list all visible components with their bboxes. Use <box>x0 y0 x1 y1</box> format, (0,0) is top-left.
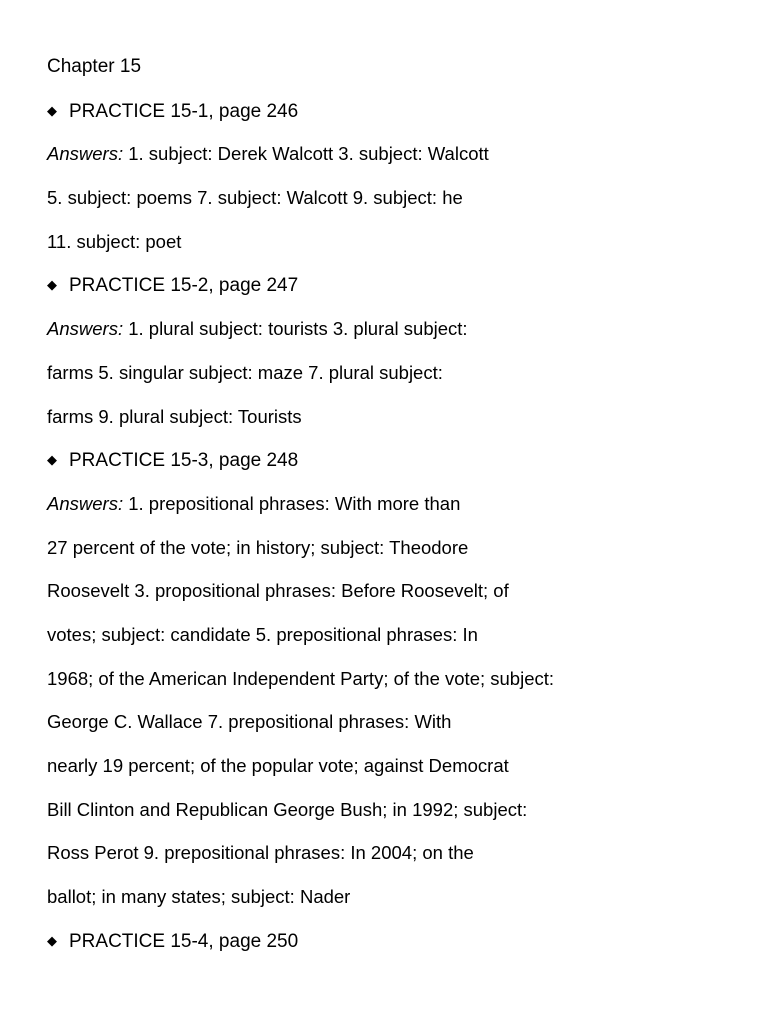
document-page <box>47 54 747 971</box>
answer-line: nearly 19 percent; of the popular vote; against Democrat <box>47 755 509 776</box>
answers-label: Answers: <box>47 143 124 165</box>
answer-line <box>47 141 747 185</box>
answer-line: farms 9. plural subject: Tourists <box>47 405 302 427</box>
answer-line: George C. Wallace 7. prepositional phrases: With <box>47 711 452 733</box>
answer-line: 27 percent of the vote; in history; subject: Theodore <box>47 536 469 558</box>
section-heading-text: PRACTICE 15-3, page 248 <box>69 450 299 472</box>
answer-line: farms 5. singular subject: maze 7. plural subject: <box>47 361 443 383</box>
section-heading <box>47 447 747 491</box>
answer-line <box>47 316 747 360</box>
chapter-title: Chapter 15 <box>47 56 142 77</box>
answer-line: Ross Perot 9. prepositional phrases: In 2004; on the <box>47 842 474 864</box>
diamond-bullet-icon: ◆ <box>47 932 57 948</box>
section-heading <box>47 272 747 316</box>
answer-line: 1968; of the American Independent Party; of the vote; subject: <box>47 667 555 689</box>
section-heading-text: PRACTICE 15-1, page 246 <box>69 100 299 122</box>
answer-text: 1. plural subject: tourists 3. plural subject: <box>123 318 468 340</box>
answers-label: Answers: <box>47 492 124 514</box>
answer-line <box>47 491 747 535</box>
section-heading-text: PRACTICE 15-2, page 247 <box>69 275 299 297</box>
answer-line: Roosevelt 3. propositional phrases: Before Roosevelt; of <box>47 580 509 602</box>
section-heading <box>47 928 747 972</box>
answer-line: 11. subject: poet <box>47 230 182 252</box>
answer-line: ballot; in many states; subject: Nader <box>47 886 351 908</box>
diamond-bullet-icon: ◆ <box>47 102 57 118</box>
answer-text: 1. prepositional phrases: With more than <box>123 492 461 514</box>
section-heading <box>47 98 747 142</box>
answer-line: Bill Clinton and Republican George Bush; in 1992; subject: <box>47 798 528 820</box>
answer-text: 1. subject: Derek Walcott 3. subject: Walcott <box>123 143 489 165</box>
answer-line: votes; subject: candidate 5. prepositional phrases: In <box>47 623 478 645</box>
answers-label: Answers: <box>47 318 124 340</box>
section-heading-text: PRACTICE 15-4, page 250 <box>69 930 299 952</box>
diamond-bullet-icon: ◆ <box>47 277 57 293</box>
diamond-bullet-icon: ◆ <box>47 452 57 468</box>
answer-line: 5. subject: poems 7. subject: Walcott 9. subject: he <box>47 187 463 209</box>
